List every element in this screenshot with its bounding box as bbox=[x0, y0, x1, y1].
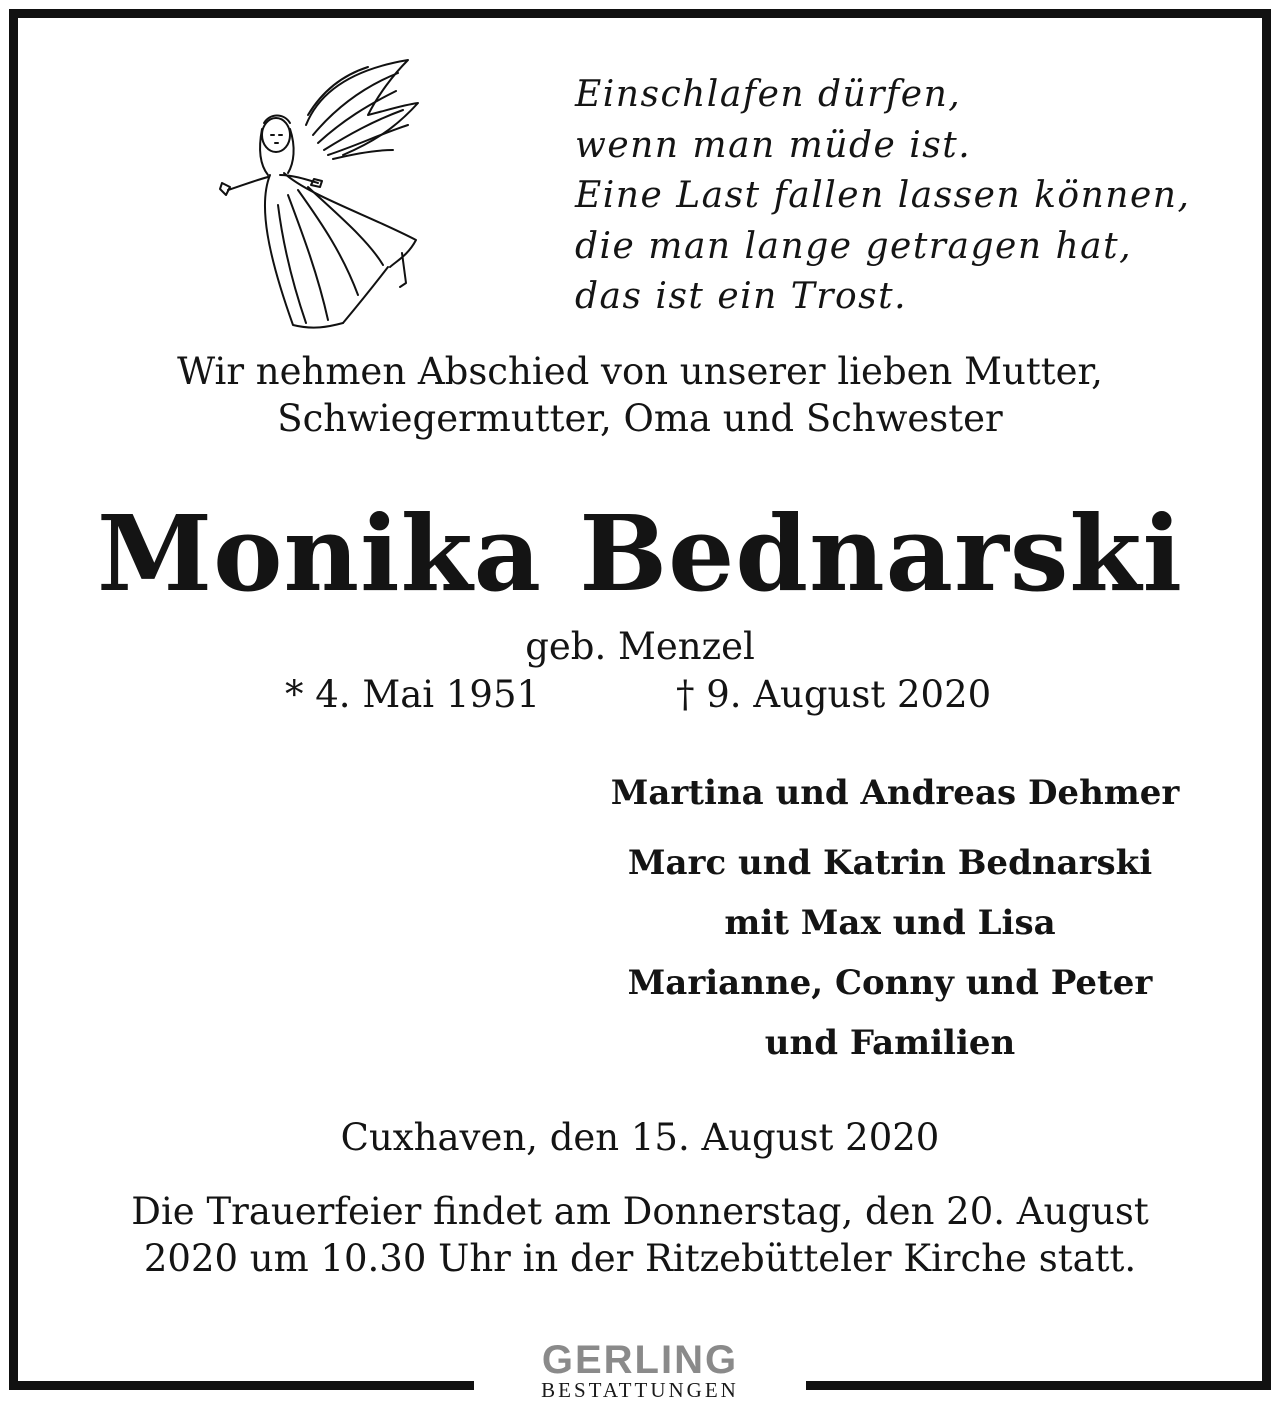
poem-line: das ist ein Trost. bbox=[575, 276, 908, 317]
mourner-line: mit Max und Lisa bbox=[724, 903, 1056, 943]
birth-date: * 4. Mai 1951 bbox=[285, 673, 541, 716]
poem-line: die man lange getragen hat, bbox=[575, 225, 1133, 267]
angel-icon bbox=[218, 55, 423, 340]
poem-line: Eine Last fallen lassen können, bbox=[575, 175, 1191, 216]
maiden-name: geb. Menzel bbox=[525, 625, 755, 668]
death-date: † 9. August 2020 bbox=[676, 673, 992, 716]
funeral-home-logo bbox=[490, 1335, 790, 1402]
place-date: Cuxhaven, den 15. August 2020 bbox=[340, 1116, 940, 1159]
poem bbox=[575, 70, 1215, 323]
ceremony-line-2: 2020 um 10.30 Uhr in der Ritzebütteler Kirche statt. bbox=[143, 1237, 1137, 1280]
bottom-rule-left bbox=[9, 1381, 474, 1390]
mourner-line: Marianne, Conny und Peter bbox=[627, 963, 1153, 1003]
deceased-name: Monika Bednarski bbox=[97, 492, 1183, 615]
logo-subtitle: BESTATTUNGEN bbox=[541, 1378, 739, 1402]
mourner-line: Martina und Andreas Dehmer bbox=[610, 773, 1180, 813]
intro-line-1: Wir nehmen Abschied von unserer lieben Mutter, bbox=[177, 350, 1103, 393]
intro-line-2: Schwiegermutter, Oma und Schwester bbox=[277, 397, 1003, 440]
bottom-rule-right bbox=[806, 1381, 1271, 1390]
logo-name: GERLING bbox=[541, 1338, 739, 1382]
ceremony-line-1: Die Trauerfeier findet am Donnerstag, den 20. August bbox=[131, 1190, 1149, 1233]
poem-line: Einschlafen dürfen, bbox=[575, 74, 962, 115]
mourner-line: Marc und Katrin Bednarski bbox=[627, 843, 1153, 883]
mourner-line: und Familien bbox=[764, 1023, 1016, 1063]
poem-line: wenn man müde ist. bbox=[575, 124, 972, 166]
